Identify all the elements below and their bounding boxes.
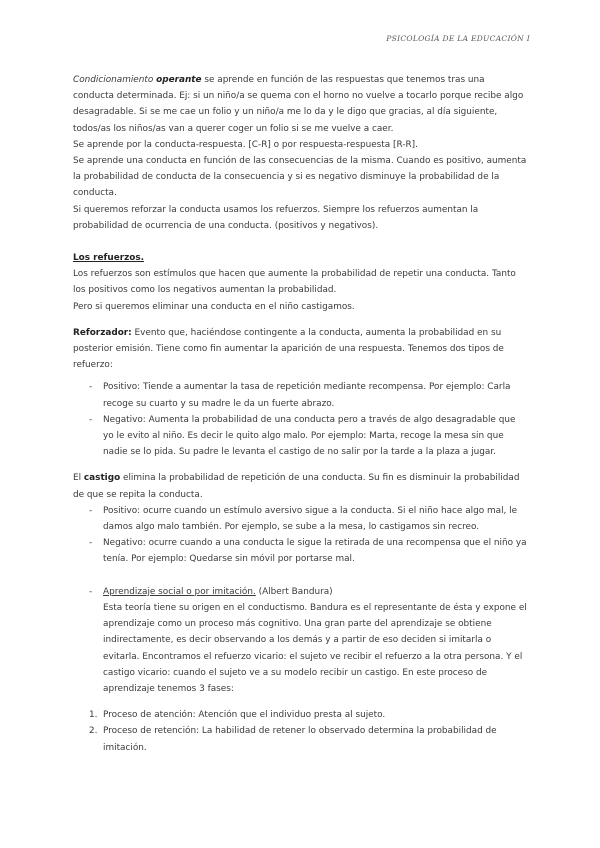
list-item <box>73 379 528 411</box>
list-item-text: Positivo: ocurre cuando un estímulo aversivo sigue a la conducta. Si el niño hace algo mal, le damos algo malo también. Por ejemplo, se sube a la mesa, lo castigamos sin recreo. <box>103 505 518 533</box>
term-condicionamiento: Condicionamiento <box>73 75 154 85</box>
list-item-text: Negativo: ocurre cuando a una conducta le sigue la retirada de una recompensa que el niño ya tenía. Por ejemplo: Quedarse sin móvil por portarse mal. <box>103 538 527 565</box>
phase-text: Proceso de atención: Atención que el individuo presta al sujeto. <box>103 710 386 721</box>
list-item-text: Positivo: Tiende a aumentar la tasa de repetición mediante recompensa. Por ejemplo: Carla recoge su cuarto y su madre le da un fuerte abrazo. <box>103 382 511 409</box>
number-marker: 2. <box>89 726 98 737</box>
castigo-paragraph <box>73 470 528 502</box>
list-item <box>73 535 528 567</box>
phase-text: Proceso de retención: La habilidad de retener lo observado determina la probabilidad de imitación. <box>103 726 497 753</box>
castigo-list <box>73 503 528 568</box>
dash-marker: - <box>89 538 93 549</box>
dash-marker: - <box>89 382 93 393</box>
dash-marker: - <box>89 414 93 425</box>
list-item <box>73 503 528 535</box>
list-item <box>73 723 528 755</box>
section-heading-refuerzos: Los refuerzos. <box>73 253 145 264</box>
castigo-term: castigo <box>83 473 121 484</box>
list-item <box>73 584 528 600</box>
reforzador-list <box>73 379 528 460</box>
term-operante: operante <box>156 75 202 85</box>
dash-marker: - <box>89 586 93 597</box>
list-item <box>73 412 528 461</box>
refuerzos-paragraph-1: Los refuerzos son estímulos que hacen que aumente la probabilidad de repetir una conducta. Tanto los positivos como los negativos aumentan la probabilidad. <box>73 269 516 296</box>
aprendizaje-title: Aprendizaje social o por imitación. <box>103 586 256 597</box>
aprendizaje-paragraph: Esta teoría tiene su origen en el conductismo. Bandura es el representante de ésta y expone el aprendizaje como un proceso más cognitivo. Una gran parte del aprendizaje se obtiene indirectamente, es decir observando a los demás y a partir de eso deciden si imitarla o evitarla. Encontramos el refuerzo vicario: el sujeto ve recibir el refuerzo a la otra persona. Y el castigo vicario: cuando el sujeto ve a su modelo recibir un castigo. En este proceso de aprendizaje tenemos 3 fases: <box>103 602 527 694</box>
intro-text: se aprende en función de las respuestas que tenemos tras una conducta determinada. Ej: si un niño/a se quema con el horno no vuelve a tocarlo porque recibe algo desagradable. Si se me cae un folio y un niño/a me lo da y le digo que gracias, al día siguiente, todos/as los niños/as van a querer coger un folio si se me vuelve a caer. <box>73 75 524 134</box>
list-item-text: Negativo: Aumenta la probabilidad de una conducta pero a través de algo desagradable que yo le evito al niño. Es decir le quito algo malo. Por ejemplo: Marta, recoge la mesa sin que nadie se lo pida. Su padre le levanta el castigo de no salir por la tarde a la plaza a jugar. <box>103 414 516 458</box>
document-body <box>73 72 528 756</box>
castigo-pre: El <box>73 473 84 484</box>
reforzador-text: Evento que, haciéndose contingente a la conducta, aumenta la probabilidad en su posterior emisión. Tiene como fin aumentar la aparición de una respuesta. Tenemos dos tipos de refuerzo: <box>73 327 504 371</box>
number-marker: 1. <box>89 710 98 721</box>
aprendizaje-list <box>73 584 528 600</box>
phases-list <box>73 707 528 756</box>
list-item <box>73 707 528 723</box>
refuerzos-paragraph-2: Pero si queremos eliminar una conducta en el niño castigamos. <box>73 301 355 312</box>
intro-paragraph-2: Se aprende por la conducta-respuesta. [C-R] o por respuesta-respuesta [R-R]. <box>73 139 418 150</box>
reforzador-paragraph <box>73 325 528 374</box>
intro-paragraph-3: Se aprende una conducta en función de las consecuencias de la misma. Cuando es positivo, aumenta la probabilidad de conducta de la consecuencia y si es negativo disminuye la probabilidad de la conducta. <box>73 156 527 199</box>
dash-marker: - <box>89 505 93 516</box>
intro-paragraph <box>73 72 528 137</box>
aprendizaje-author: (Albert Bandura) <box>255 586 333 597</box>
castigo-text: elimina la probabilidad de repetición de una conducta. Su fin es disminuir la probabilidad de que se repita la conducta. <box>73 473 520 500</box>
intro-paragraph-4: Si queremos reforzar la conducta usamos los refuerzos. Siempre los refuerzos aumentan la probabilidad de ocurrencia de una conducta. (positivos y negativos). <box>73 204 479 231</box>
page-header: PSICOLOGÍA DE LA EDUCACIÓN I <box>386 34 530 43</box>
reforzador-label: Reforzador: <box>73 327 132 338</box>
